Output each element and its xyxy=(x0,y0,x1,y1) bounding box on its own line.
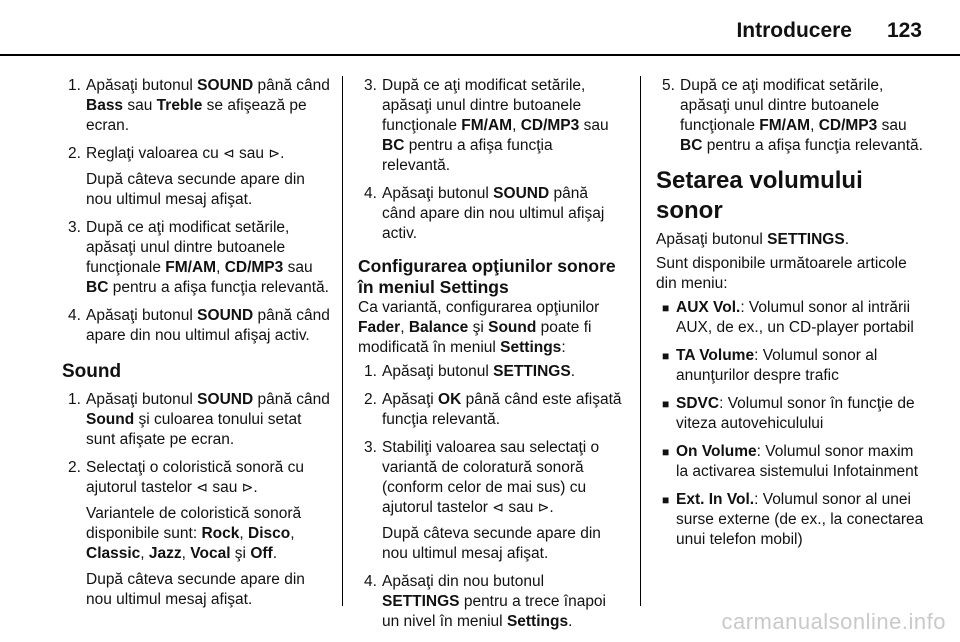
text-run: , xyxy=(239,525,248,542)
bold-term: SETTINGS xyxy=(493,363,571,380)
step-number: 4. xyxy=(364,573,377,590)
text-run: , xyxy=(810,117,819,134)
arrow-right-key-icon: ⊳ xyxy=(241,480,254,496)
bold-term: SOUND xyxy=(197,307,254,324)
text-run: Apăsaţi xyxy=(382,391,439,408)
step-number: 1. xyxy=(68,391,81,408)
text-run: . xyxy=(272,545,278,562)
text-run: sau xyxy=(504,499,538,516)
bold-term: SOUND xyxy=(493,185,550,202)
bold-term: SDVC xyxy=(676,395,720,412)
text-run: : Volumul sonor maxim la activarea sistemului Infotainment xyxy=(676,443,919,480)
bold-term: Vocal xyxy=(190,545,231,562)
step-item xyxy=(358,76,622,176)
step-item xyxy=(358,438,622,564)
watermark: carmanualsonline.info xyxy=(721,609,946,634)
step-text xyxy=(86,76,334,136)
step-subtext xyxy=(382,524,622,564)
column-divider-left xyxy=(342,76,343,606)
square-bullet-icon: ■ xyxy=(662,301,670,315)
text-run: : Volumul sonor în funcţie de viteza autovehiculului xyxy=(676,395,915,432)
text-run: Apăsaţi butonul xyxy=(86,307,198,324)
bold-term: OK xyxy=(438,391,462,408)
bold-term: Treble xyxy=(156,97,203,114)
bold-term: Balance xyxy=(408,319,469,336)
bullet-text xyxy=(676,346,926,386)
text-run: . xyxy=(568,613,573,630)
step-item xyxy=(358,390,622,430)
bold-term: Settings xyxy=(506,613,569,630)
text-run: şi culoarea tonului setat sunt afişate pe ecran. xyxy=(86,411,302,448)
step-text xyxy=(382,184,622,244)
bullet-item xyxy=(656,394,926,434)
text-run: , xyxy=(290,525,295,542)
bold-term: Rock xyxy=(201,525,240,542)
steps-list xyxy=(358,362,622,632)
text-run: Apăsaţi butonul xyxy=(382,363,494,380)
bullet-text xyxy=(676,442,926,482)
square-bullet-icon: ■ xyxy=(662,397,670,411)
text-run: sau xyxy=(234,145,269,162)
column-right xyxy=(656,76,926,558)
bold-term: Sound xyxy=(86,411,135,428)
step-item xyxy=(62,218,334,298)
text-run: După câteva secunde apare din nou ultimul mesaj afişat. xyxy=(382,525,601,562)
bold-term: AUX Vol. xyxy=(676,299,741,316)
bold-term: BC xyxy=(382,137,405,154)
step-text xyxy=(382,572,622,632)
bold-term: FM/AM xyxy=(165,259,217,276)
text-run: . xyxy=(844,231,849,248)
step-subtext xyxy=(86,570,334,610)
arrow-left-key-icon: ⊲ xyxy=(223,146,235,162)
text-run: Stabiliţi valoarea sau selectaţi o variantă de coloratură sonoră (conform celor de mai sus) cu ajutorul tastelor xyxy=(382,439,600,516)
step-item xyxy=(62,306,334,346)
text-run: sau xyxy=(123,97,157,114)
step-subtext xyxy=(86,170,334,210)
text-run: până când xyxy=(253,77,330,94)
text-run: După câteva secunde apare din nou ultimul mesaj afişat. xyxy=(86,171,305,208)
step-number: 3. xyxy=(68,219,81,236)
text-run: După ce aţi modificat setările, apăsaţi unul dintre butoanele funcţionale xyxy=(382,77,586,134)
step-text xyxy=(86,306,334,346)
text-run: Apăsaţi butonul xyxy=(86,77,198,94)
text-run: pentru a afişa funcţia relevantă. xyxy=(702,137,923,154)
bold-term: CD/MP3 xyxy=(818,117,878,134)
step-text xyxy=(86,144,334,164)
bold-term: Bass xyxy=(86,97,124,114)
text-run: pentru a afişa funcţia relevantă. xyxy=(108,279,329,296)
text-run: sau xyxy=(208,479,242,496)
section-heading-sound: Sound xyxy=(62,361,122,382)
step-text xyxy=(86,390,334,450)
text-run: Apăsaţi butonul xyxy=(86,391,198,408)
steps-list xyxy=(62,76,334,346)
text-run: până când este afişată funcţia relevantă. xyxy=(382,391,622,428)
text-run: După câteva secunde apare din nou ultimul mesaj afişat. xyxy=(86,571,305,608)
step-text xyxy=(382,76,622,176)
text-run: : Volumul sonor al unei surse externe (de ex., la conectarea unui telefon mobil) xyxy=(676,491,924,548)
step-text xyxy=(680,76,926,156)
text-run: pentru a afişa funcţia relevantă. xyxy=(382,137,553,174)
bold-term: CD/MP3 xyxy=(224,259,284,276)
text-run: sau xyxy=(283,259,313,276)
text-run: , xyxy=(512,117,521,134)
step-number: 2. xyxy=(68,459,81,476)
text-run: Reglaţi valoarea cu xyxy=(86,145,223,162)
text-run: Ca variantă, configurarea opţiunilor xyxy=(358,299,600,316)
steps-list xyxy=(358,76,622,244)
header-rule xyxy=(0,54,960,56)
step-number: 2. xyxy=(68,145,81,162)
bold-term: SETTINGS xyxy=(767,231,845,248)
section-heading-volume: Setarea volumului sonor xyxy=(656,167,863,224)
intro-paragraph xyxy=(358,298,622,358)
text-run: , xyxy=(140,545,149,562)
step-number: 2. xyxy=(364,391,377,408)
text-run: : xyxy=(561,339,566,356)
square-bullet-icon: ■ xyxy=(662,493,670,507)
bold-term: TA Volume xyxy=(676,347,755,364)
step-number: 1. xyxy=(68,77,81,94)
column-left xyxy=(62,76,334,618)
step-number: 4. xyxy=(68,307,81,324)
step-text xyxy=(382,390,622,430)
text-run: , xyxy=(216,259,225,276)
text-run: şi xyxy=(230,545,251,562)
bullet-text xyxy=(676,394,926,434)
text-run: sau xyxy=(579,117,609,134)
text-run: După ce aţi modificat setările, apăsaţi unul dintre butoanele funcţionale xyxy=(680,77,884,134)
column-middle xyxy=(358,76,622,640)
arrow-left-key-icon: ⊲ xyxy=(196,480,209,496)
text-run: sau xyxy=(877,117,907,134)
bold-term: Jazz xyxy=(148,545,182,562)
bold-term: Settings xyxy=(500,339,562,356)
arrow-right-key-icon: ⊳ xyxy=(268,146,281,162)
page-number: 123 xyxy=(886,19,922,42)
step-text xyxy=(382,438,622,518)
bold-term: SETTINGS xyxy=(382,593,460,610)
bold-term: SOUND xyxy=(197,77,254,94)
paragraph-menu-items: Sunt disponibile următoarele articole din meniu: xyxy=(656,255,907,292)
step-item xyxy=(62,76,334,136)
bold-term: Ext. In Vol. xyxy=(676,491,755,508)
text-run: . xyxy=(253,479,258,496)
bold-term: CD/MP3 xyxy=(520,117,580,134)
step-item xyxy=(62,390,334,450)
step-item xyxy=(656,76,926,156)
step-item xyxy=(358,362,622,382)
text-run: până când apare din nou ultimul afişaj activ. xyxy=(382,185,605,242)
text-run: Apăsaţi din nou butonul xyxy=(382,573,545,590)
bullet-text xyxy=(676,490,926,550)
square-bullet-icon: ■ xyxy=(662,445,670,459)
bold-term: BC xyxy=(86,279,109,296)
step-number: 3. xyxy=(364,77,377,94)
step-number: 1. xyxy=(364,363,377,380)
bold-term: Off xyxy=(250,545,273,562)
text-run: Selectaţi o coloristică sonoră cu ajutorul tastelor xyxy=(86,459,304,496)
text-run: După ce aţi modificat setările, apăsaţi unul dintre butoanele funcţionale xyxy=(86,219,290,276)
bold-term: Sound xyxy=(488,319,537,336)
bold-term: Fader xyxy=(358,319,401,336)
bold-term: SOUND xyxy=(197,391,254,408)
step-text xyxy=(86,458,334,498)
bold-term: FM/AM xyxy=(759,117,811,134)
text-run: , xyxy=(400,319,409,336)
step-number: 4. xyxy=(364,185,377,202)
text-run: , xyxy=(181,545,191,562)
text-run: şi xyxy=(468,319,489,336)
bullet-item xyxy=(656,298,926,338)
text-run: : Volumul sonor al anunţurilor despre trafic xyxy=(676,347,878,384)
bullet-list xyxy=(656,298,926,550)
step-item xyxy=(358,572,622,632)
column-divider-right xyxy=(640,76,641,606)
text-run: se afişează pe ecran. xyxy=(86,97,307,134)
bold-term: BC xyxy=(680,137,703,154)
bold-term: Classic xyxy=(86,545,141,562)
arrow-right-key-icon: ⊳ xyxy=(537,500,550,516)
steps-list xyxy=(656,76,926,156)
text-run: . xyxy=(570,363,575,380)
square-bullet-icon: ■ xyxy=(662,349,670,363)
step-item xyxy=(62,144,334,210)
text-run: . xyxy=(280,145,285,162)
section-heading-config: Configurarea opţiunilor sonore în meniul Settings xyxy=(358,256,616,297)
step-subtext xyxy=(86,504,334,564)
step-text xyxy=(382,362,622,382)
bullet-item xyxy=(656,490,926,550)
bullet-item xyxy=(656,346,926,386)
text-run: Variantele de coloristică sonoră disponibile sunt: xyxy=(86,505,302,542)
text-run: . xyxy=(549,499,554,516)
text-run: Apăsaţi butonul xyxy=(382,185,494,202)
paragraph-settings xyxy=(656,230,926,250)
arrow-left-key-icon: ⊲ xyxy=(492,500,505,516)
steps-list xyxy=(62,390,334,610)
step-item xyxy=(358,184,622,244)
bold-term: FM/AM xyxy=(461,117,513,134)
text-run: pentru a trece înapoi un nivel în meniul xyxy=(382,593,607,630)
text-run: până când xyxy=(253,391,330,408)
step-text xyxy=(86,218,334,298)
page-section-title: Introducere xyxy=(736,19,852,42)
text-run: : Volumul sonor al intrării AUX, de ex., un CD-player portabil xyxy=(676,299,914,336)
text-run: poate fi modificată în meniul xyxy=(358,319,592,356)
step-number: 3. xyxy=(364,439,377,456)
bold-term: On Volume xyxy=(676,443,757,460)
bullet-item xyxy=(656,442,926,482)
text-run: Apăsaţi butonul xyxy=(656,231,768,248)
step-number: 5. xyxy=(662,77,675,94)
bold-term: Disco xyxy=(248,525,291,542)
step-item xyxy=(62,458,334,610)
bullet-text xyxy=(676,298,926,338)
text-run: până când apare din nou ultimul afişaj activ. xyxy=(86,307,330,344)
